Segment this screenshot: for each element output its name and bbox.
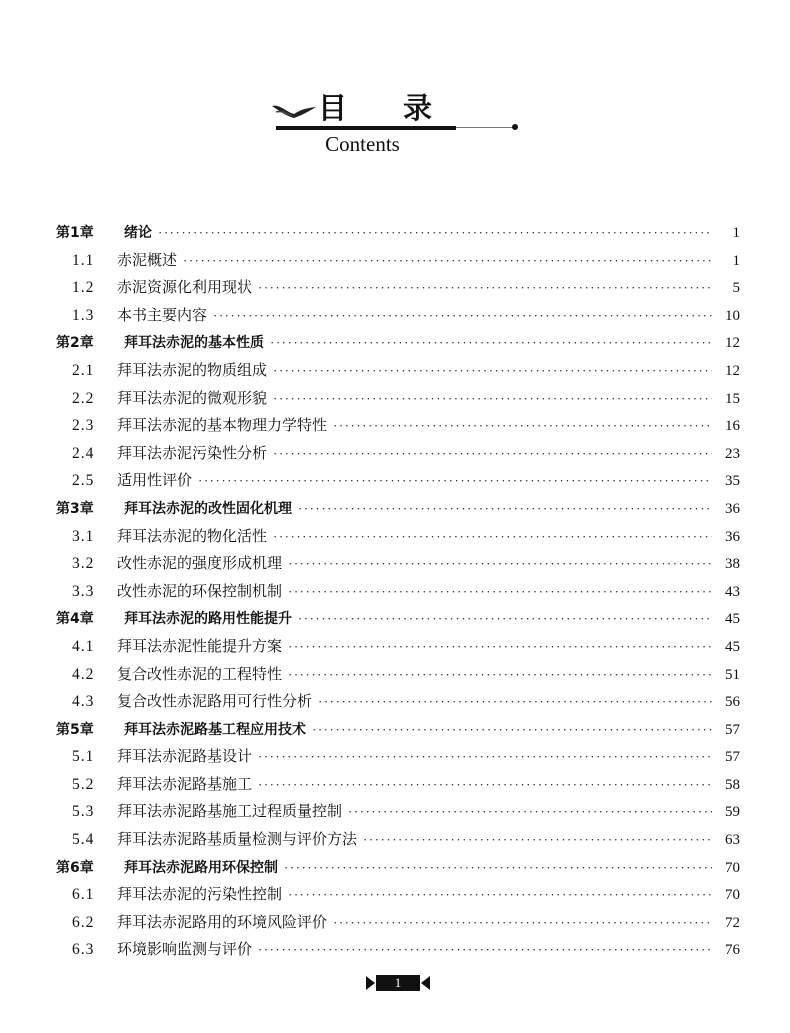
toc-section-row[interactable] — [56, 440, 740, 468]
toc-chapter-row[interactable] — [56, 219, 740, 247]
toc-entry-title: 拜耳法赤泥路用环保控制 — [124, 859, 278, 876]
toc-entry-title: 拜耳法赤泥污染性分析 — [117, 443, 268, 462]
toc-entry-title: 拜耳法赤泥路用的环境风险评价 — [117, 912, 328, 931]
toc-entry-number: 3.1 — [72, 527, 95, 545]
toc-dot-leader — [258, 743, 712, 771]
toc-dot-leader — [258, 771, 712, 799]
toc-dot-leader — [363, 826, 712, 854]
toc-page-number: 45 — [725, 638, 740, 655]
toc-entry-number: 6.1 — [72, 886, 95, 904]
toc-page-number: 36 — [725, 500, 740, 517]
toc-dot-leader — [273, 440, 712, 468]
toc-chapter-row[interactable] — [56, 854, 740, 882]
arrow-left-icon — [421, 976, 430, 990]
toc-section-row[interactable] — [56, 798, 740, 826]
toc-entry-title: 拜耳法赤泥路基质量检测与评价方法 — [117, 830, 358, 849]
toc-page-number: 15 — [725, 390, 740, 407]
toc-section-row[interactable] — [56, 523, 740, 551]
toc-dot-leader — [213, 302, 712, 330]
toc-section-row[interactable] — [56, 771, 740, 799]
toc-page-number: 63 — [725, 832, 740, 849]
toc-chapter-row[interactable] — [56, 329, 740, 357]
bird-ornament-icon — [270, 100, 318, 122]
toc-section-row[interactable] — [56, 302, 740, 330]
arrow-right-icon — [366, 976, 375, 990]
toc-entry-title: 改性赤泥的强度形成机理 — [117, 554, 283, 573]
toc-page-number: 23 — [725, 445, 740, 462]
toc-section-row[interactable] — [56, 936, 740, 964]
toc-entry-number: 4.1 — [72, 637, 95, 655]
toc-dot-leader — [158, 219, 712, 247]
toc-dot-leader — [288, 661, 712, 689]
toc-entry-number: 6.3 — [72, 941, 95, 959]
toc-page-number: 35 — [725, 473, 740, 490]
toc-dot-leader — [273, 357, 712, 385]
toc-section-row[interactable] — [56, 274, 740, 302]
toc-entry-title: 拜耳法赤泥的基本性质 — [124, 335, 264, 352]
toc-section-row[interactable] — [56, 357, 740, 385]
toc-section-row[interactable] — [56, 826, 740, 854]
toc-dot-leader — [312, 716, 712, 744]
toc-entry-number: 第6章 — [56, 859, 94, 876]
toc-dot-leader — [348, 798, 712, 826]
toc-entry-title: 赤泥资源化利用现状 — [117, 278, 253, 297]
toc-entry-number: 3.3 — [72, 582, 95, 600]
toc-page-number: 5 — [732, 280, 740, 297]
toc-entry-number: 第5章 — [56, 721, 94, 738]
toc-page-number: 70 — [725, 859, 740, 876]
toc-dot-leader — [284, 854, 712, 882]
toc-entry-title: 拜耳法赤泥路基工程应用技术 — [124, 721, 306, 738]
toc-dot-leader — [258, 274, 712, 302]
toc-entry-title: 复合改性赤泥的工程特性 — [117, 664, 283, 683]
toc-entry-title: 拜耳法赤泥的基本物理力学特性 — [117, 416, 328, 435]
toc-page-number: 70 — [725, 887, 740, 904]
toc-section-row[interactable] — [56, 743, 740, 771]
toc-dot-leader — [258, 936, 712, 964]
toc-dot-leader — [288, 578, 712, 606]
toc-section-row[interactable] — [56, 909, 740, 937]
toc-entry-title: 拜耳法赤泥性能提升方案 — [117, 636, 283, 655]
toc-entry-title: 拜耳法赤泥路基设计 — [117, 747, 253, 766]
toc-page-number: 56 — [725, 694, 740, 711]
toc-dot-leader — [273, 523, 712, 551]
toc-entry-title: 环境影响监测与评价 — [117, 940, 253, 959]
toc-entry-number: 2.5 — [72, 472, 95, 490]
toc-entry-number: 2.4 — [72, 444, 95, 462]
toc-entry-title: 拜耳法赤泥路基施工过程质量控制 — [117, 802, 343, 821]
toc-page-number: 36 — [725, 528, 740, 545]
toc-dot-leader — [288, 633, 712, 661]
title-underline-thin — [456, 127, 514, 128]
toc-section-row[interactable] — [56, 661, 740, 689]
toc-dot-leader — [183, 247, 712, 275]
toc-page-number: 72 — [725, 914, 740, 931]
toc-entry-number: 6.2 — [72, 913, 95, 931]
toc-dot-leader — [288, 881, 712, 909]
toc-entry-number: 第3章 — [56, 500, 94, 517]
toc-dot-leader — [333, 909, 712, 937]
table-of-contents — [56, 219, 740, 964]
toc-dot-leader — [298, 495, 712, 523]
toc-entry-number: 4.2 — [72, 665, 95, 683]
toc-page-number: 1 — [732, 252, 740, 269]
toc-section-row[interactable] — [56, 633, 740, 661]
page-title-chinese: 目录 — [318, 91, 489, 125]
toc-entry-title: 绪论 — [124, 225, 152, 241]
page-number: 1 — [376, 975, 420, 991]
title-dot — [512, 124, 518, 130]
toc-entry-title: 拜耳法赤泥的污染性控制 — [117, 885, 283, 904]
toc-entry-title: 拜耳法赤泥的物化活性 — [117, 526, 268, 545]
toc-section-row[interactable] — [56, 247, 740, 275]
toc-entry-number: 5.4 — [72, 831, 95, 849]
toc-entry-number: 5.1 — [72, 748, 95, 766]
toc-dot-leader — [333, 412, 712, 440]
toc-entry-number: 5.2 — [72, 775, 95, 793]
toc-entry-title: 赤泥概述 — [117, 250, 178, 269]
toc-entry-title: 本书主要内容 — [117, 305, 208, 324]
toc-entry-number: 第2章 — [56, 335, 94, 352]
toc-entry-number: 5.3 — [72, 803, 95, 821]
toc-page-number: 51 — [725, 666, 740, 683]
toc-section-row[interactable] — [56, 467, 740, 495]
toc-entry-title: 拜耳法赤泥路基施工 — [117, 774, 253, 793]
toc-entry-number: 3.2 — [72, 555, 95, 573]
toc-page-number: 43 — [725, 583, 740, 600]
toc-dot-leader — [298, 605, 712, 633]
toc-entry-number: 1.1 — [72, 251, 95, 269]
toc-page-number: 76 — [725, 942, 740, 959]
toc-page-number: 10 — [725, 307, 740, 324]
toc-entry-title: 拜耳法赤泥的微观形貌 — [117, 388, 268, 407]
toc-entry-title: 改性赤泥的环保控制机制 — [117, 581, 283, 600]
toc-page-number: 58 — [725, 776, 740, 793]
toc-page-number: 59 — [725, 804, 740, 821]
toc-entry-title: 拜耳法赤泥的改性固化机理 — [124, 500, 292, 517]
toc-entry-number: 第1章 — [56, 225, 94, 241]
toc-section-row[interactable] — [56, 412, 740, 440]
toc-entry-number: 2.1 — [72, 361, 95, 379]
toc-section-row[interactable] — [56, 881, 740, 909]
toc-entry-title: 拜耳法赤泥的路用性能提升 — [124, 611, 292, 628]
toc-entry-number: 1.2 — [72, 279, 95, 297]
toc-entry-number: 4.3 — [72, 693, 95, 711]
toc-entry-number: 2.2 — [72, 389, 95, 407]
toc-section-row[interactable] — [56, 688, 740, 716]
toc-page-number: 12 — [725, 362, 740, 379]
toc-dot-leader — [318, 688, 712, 716]
toc-dot-leader — [198, 467, 712, 495]
toc-page-number: 1 — [732, 225, 740, 241]
toc-entry-title: 拜耳法赤泥的物质组成 — [117, 360, 268, 379]
toc-chapter-row[interactable] — [56, 605, 740, 633]
toc-chapter-row[interactable] — [56, 716, 740, 744]
contents-header — [0, 88, 790, 168]
toc-page-number: 16 — [725, 418, 740, 435]
toc-page-number: 57 — [725, 721, 740, 738]
toc-page-number: 45 — [725, 611, 740, 628]
toc-entry-number: 第4章 — [56, 611, 94, 628]
toc-page-number: 12 — [725, 335, 740, 352]
toc-entry-number: 2.3 — [72, 417, 95, 435]
toc-entry-title: 复合改性赤泥路用可行性分析 — [117, 692, 313, 711]
title-underline — [276, 126, 456, 130]
page-number-footer — [364, 973, 434, 993]
toc-page-number: 38 — [725, 556, 740, 573]
page-title-english: Contents — [325, 132, 400, 156]
toc-section-row[interactable] — [56, 578, 740, 606]
toc-dot-leader — [288, 550, 712, 578]
toc-section-row[interactable] — [56, 550, 740, 578]
toc-entry-title: 适用性评价 — [117, 471, 193, 490]
toc-chapter-row[interactable] — [56, 495, 740, 523]
toc-entry-number: 1.3 — [72, 306, 95, 324]
toc-section-row[interactable] — [56, 385, 740, 413]
toc-dot-leader — [270, 329, 712, 357]
toc-page-number: 57 — [725, 749, 740, 766]
toc-dot-leader — [273, 385, 712, 413]
